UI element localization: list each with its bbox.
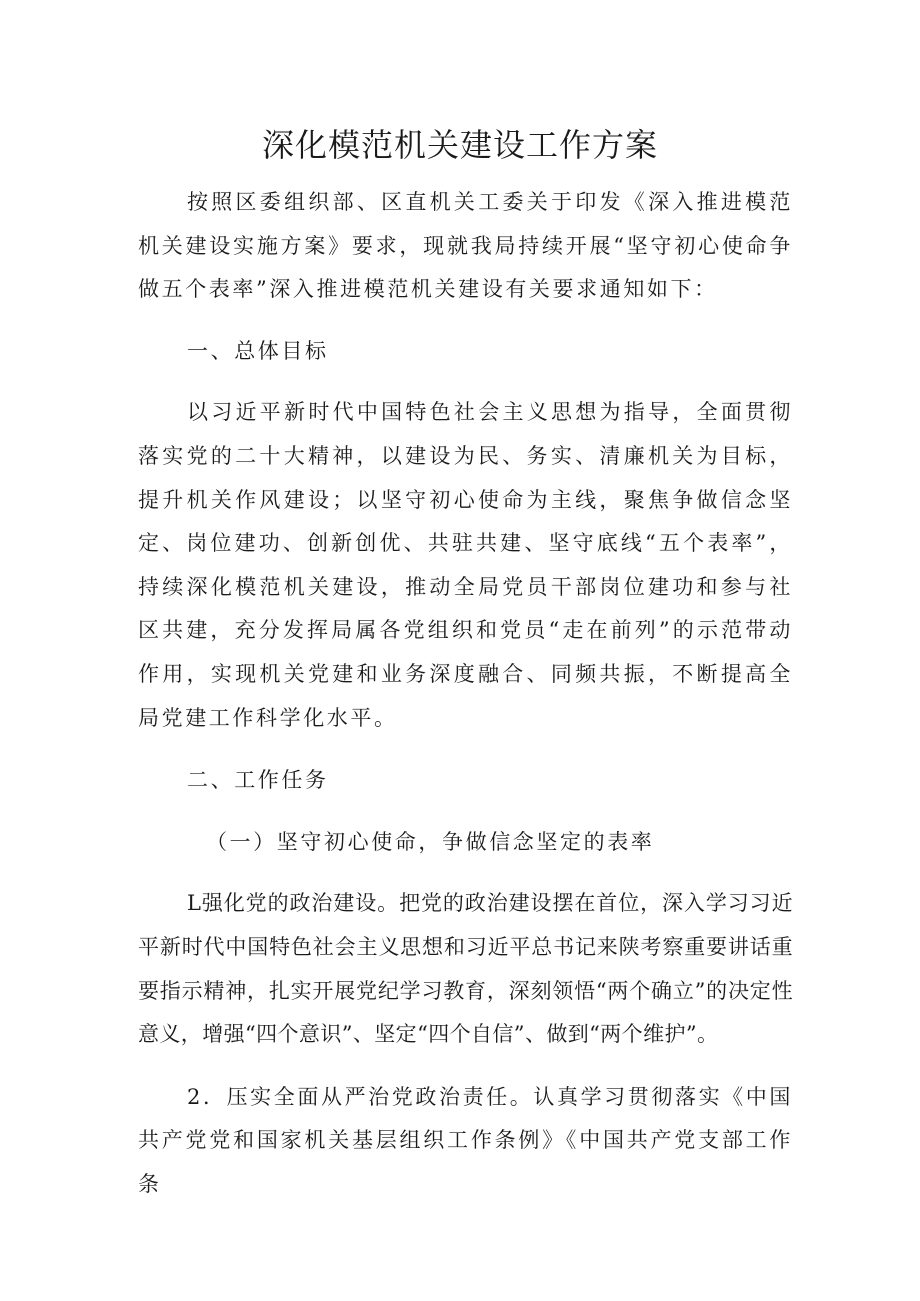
intro-paragraph: 按照区委组织部、区直机关工委关于印发《深入推进模范机关建设实施方案》要求，现就我局持续开展“坚守初心使命争做五个表率”深入推进模范机关建设有关要求通知如下： [138, 190, 793, 302]
document-title: 深化模范机关建设工作方案 [261, 126, 658, 164]
document-body [138, 181, 793, 1206]
overall-goal-paragraph: 以习近平新时代中国特色社会主义思想为指导，全面贯彻落实党的二十大精神，以建设为民、务实、清廉机关为目标，提升机关作风建设；以坚守初心使命为主线，聚焦争做信念坚定、岗位建功、创新创优、共驻共建、坚守底线“五个表率”，持续深化模范机关建设，推动全局党员干部岗位建功和参与社区共建，充分发挥局属各党组织和党员“走在前列”的示范带动作用，实现机关党建和业务深度融合、同频共振，不断提高全局党建工作科学化水平。 [138, 400, 793, 730]
task-item-2: 2．压实全面从严治党政治责任。认真学习贯彻落实《中国共产党党和国家机关基层组织工作条例》《中国共产党支部工作条 [138, 1084, 793, 1196]
section-heading-work-tasks: 二、工作任务 [187, 768, 329, 793]
subsection-heading-political-conviction: （一）坚守初心使命，争做信念坚定的表率 [206, 829, 655, 854]
task-item-1: L强化党的政治建设。把党的政治建设摆在首位，深入学习习近平新时代中国特色社会主义思想和习近平总书记来陕考察重要讲话重要指示精神，扎实开展党纪学习教育，深刻领悟“两个确立”的决定性意义，增强“四个意识”、坚定“四个自信”、做到“两个维护”。 [138, 891, 793, 1047]
section-heading-overall-goal: 一、总体目标 [187, 338, 329, 363]
